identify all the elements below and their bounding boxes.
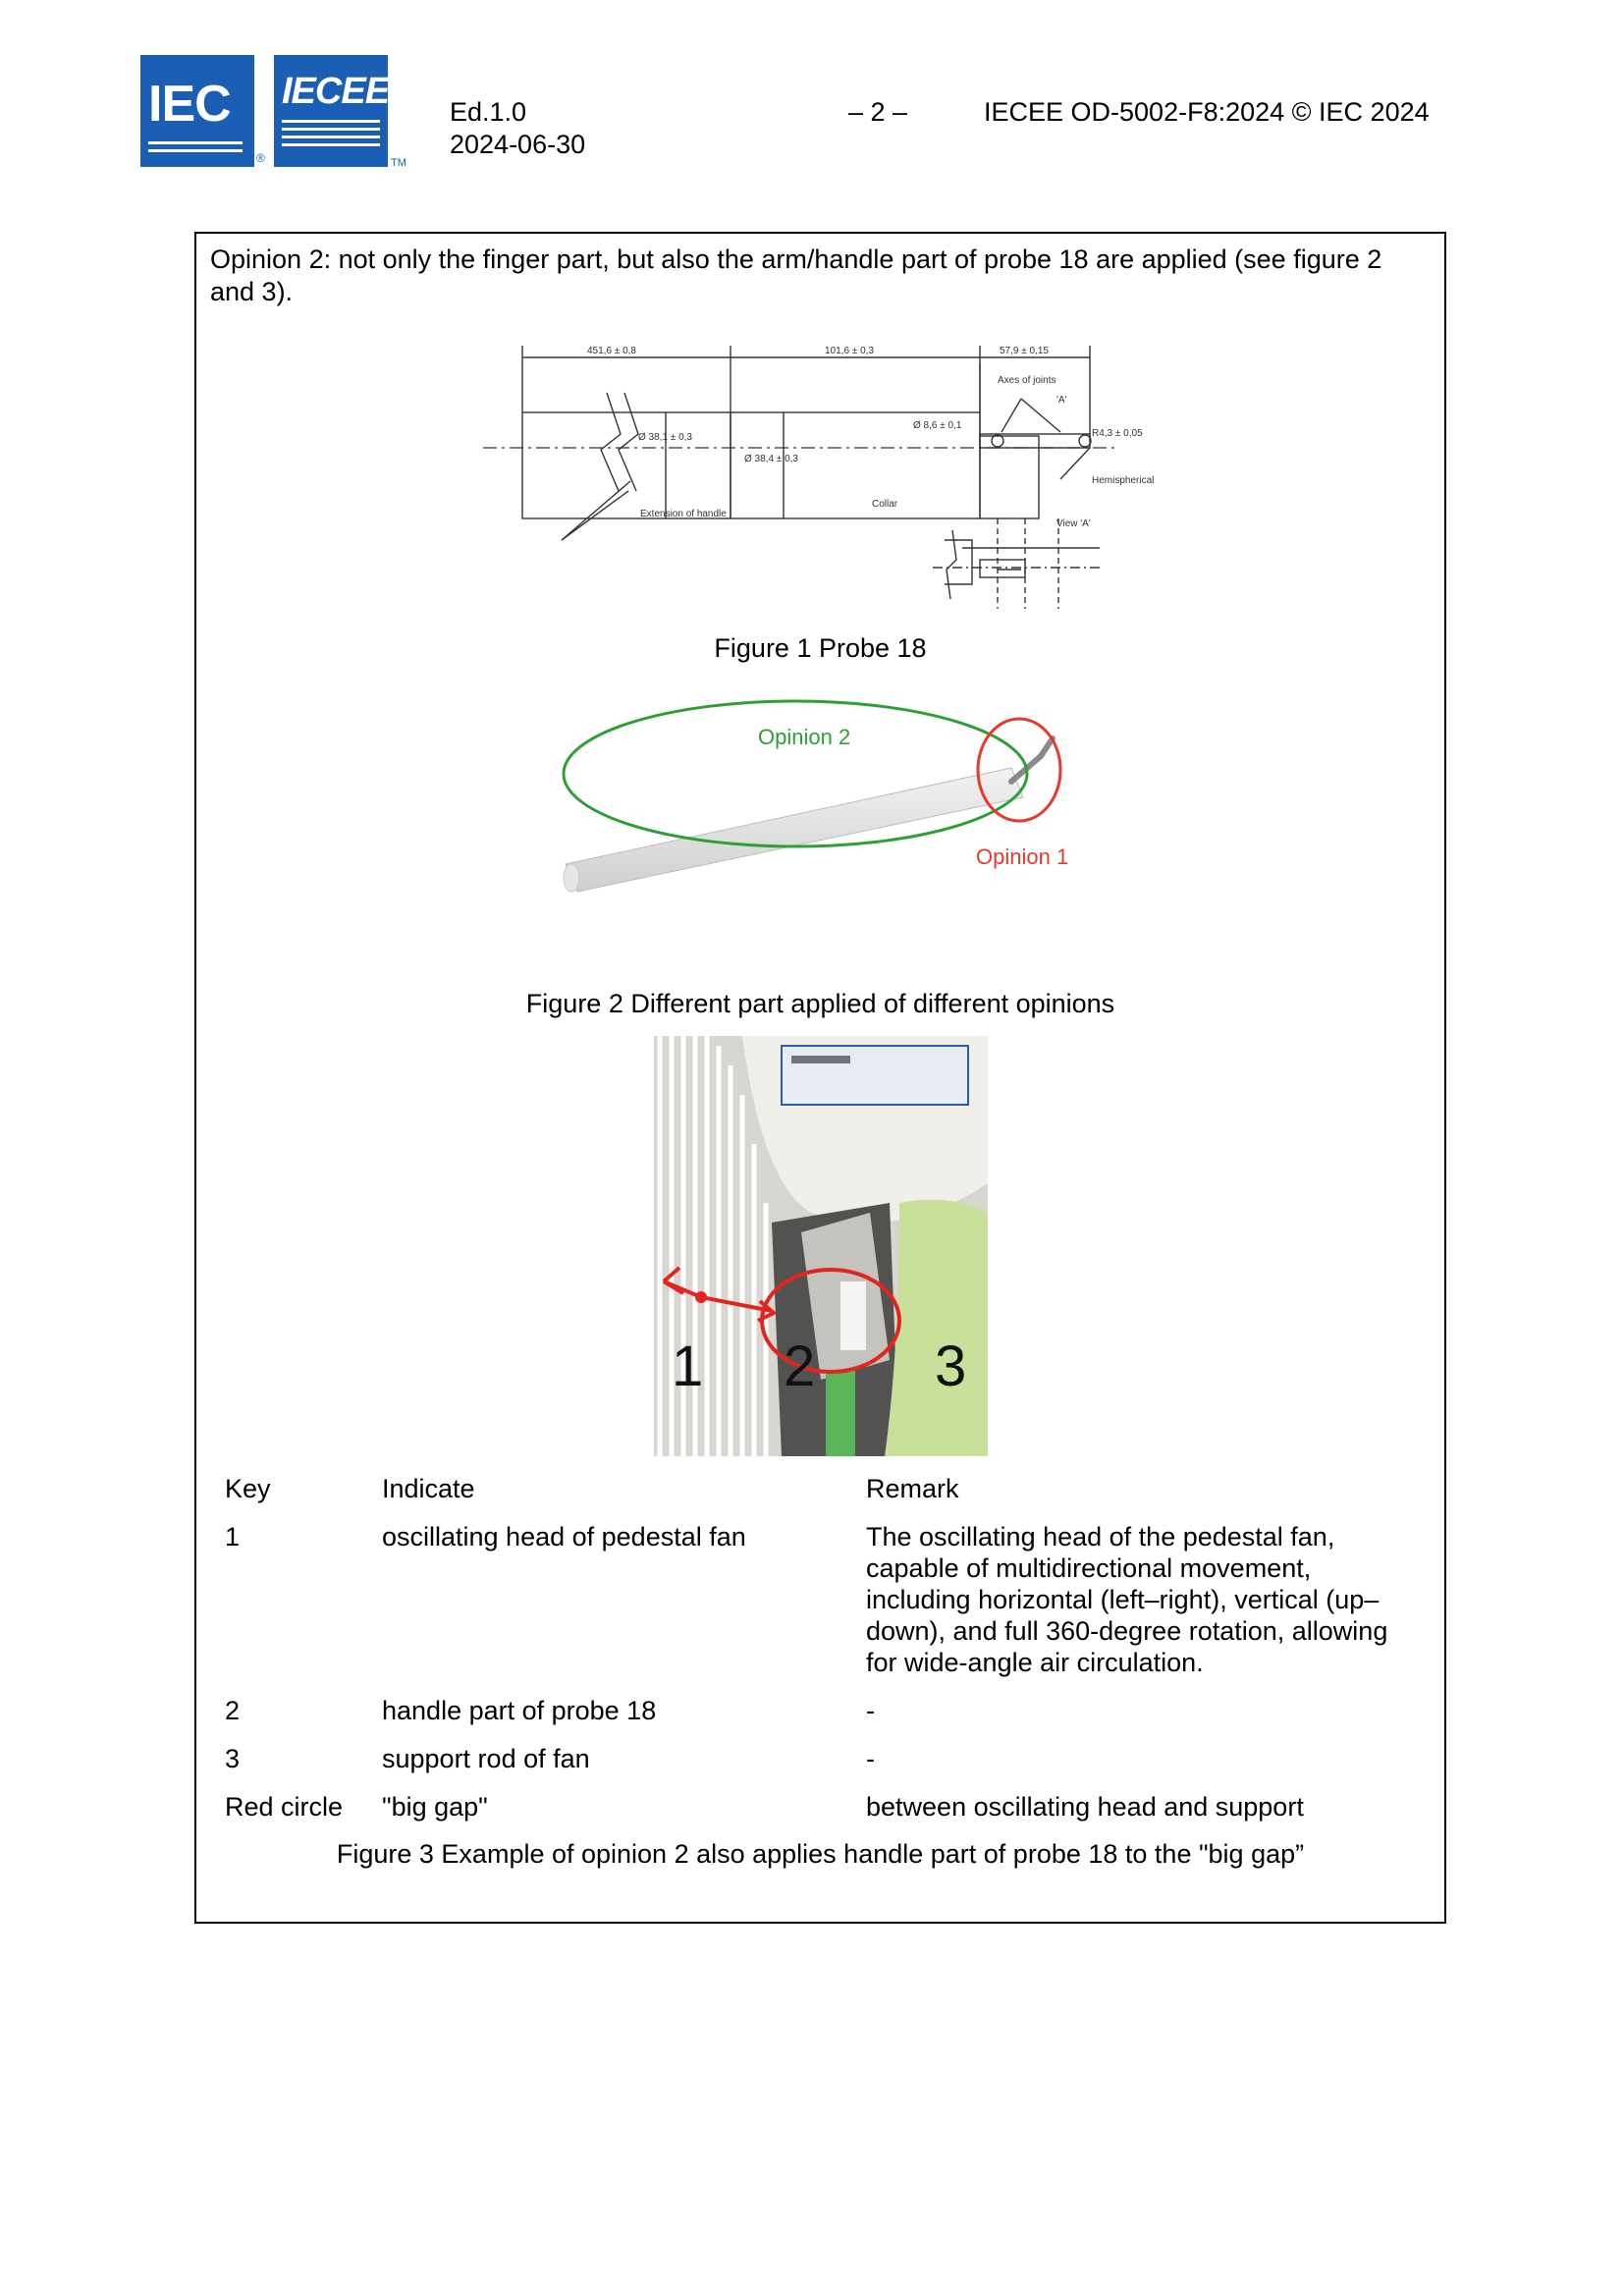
intro-line-1: Opinion 2: not only the finger part, but also the arm/handle part of probe 18 are applied (see figure 2 [210,245,1382,274]
table-row-2-key: 2 [225,1696,241,1725]
axes-label: Axes of joints [998,375,1056,386]
extension-label: Extension of handle [640,509,727,519]
intro-line-2: and 3). [210,277,294,306]
trademark-mark: TM [391,157,406,169]
table-header-indicate: Indicate [382,1474,475,1503]
table-row-4-remark: between oscillating head and support [866,1792,1304,1822]
figure-2-caption: Figure 2 Different part applied of different opinions [525,989,1115,1018]
dim-label: 451,6 ± 0,8 [587,346,636,356]
table-row-4-key: Red circle [225,1792,344,1822]
table-row-1-remark-line-5: for wide-angle air circulation. [866,1648,1204,1677]
document-reference: IECEE OD-5002-F8:2024 © IEC 2024 [984,97,1430,127]
table-row-3-key: 3 [225,1744,241,1773]
edition-date: 2024-06-30 [450,130,586,159]
table-row-2-remark: - [866,1696,875,1725]
table-header-remark: Remark [866,1474,959,1503]
table-row-1-remark-line-4: down), and full 360-degree rotation, allowing [866,1616,1388,1646]
edition: Ed.1.0 [450,97,527,127]
dim-label: 57,9 ± 0,15 [1000,346,1049,356]
table-row-1-indicate: oscillating head of pedestal fan [382,1522,746,1551]
table-row-3-remark: - [866,1744,875,1773]
figure-3-caption: Figure 3 Example of opinion 2 also applies handle part of probe 18 to the "big gap” [336,1839,1305,1869]
diameter-label: Ø 38,4 ± 0,3 [744,454,798,464]
iecee-logo: IECEE [274,55,388,167]
table-row-2-indicate: handle part of probe 18 [382,1696,657,1725]
opinion-2-label: Opinion 2 [758,725,851,749]
photo-label-2: 2 [784,1334,816,1398]
hemispherical-label: Hemispherical [1092,475,1155,486]
opinion-1-label: Opinion 1 [976,844,1069,869]
probe-18-drawing [471,334,1178,609]
figure-1-caption: Figure 1 Probe 18 [714,633,927,663]
photo-label-3: 3 [935,1334,967,1398]
opinion-diagram [550,687,1080,903]
table-row-4-indicate: "big gap" [382,1792,488,1822]
a-mark-label: 'A' [1056,395,1067,406]
table-row-1-remark-line-3: including horizontal (left–right), vertical (up– [866,1585,1380,1614]
photo-label-1: 1 [672,1334,704,1398]
table-row-3-indicate: support rod of fan [382,1744,590,1773]
diameter-label: Ø 38,1 ± 0,3 [638,432,692,443]
collar-label: Collar [872,499,898,510]
diameter-label: Ø 8,6 ± 0,1 [913,420,962,431]
page-number: – 2 – [848,97,908,127]
opinion-1-circle [978,719,1060,821]
radius-label: R4,3 ± 0,05 [1092,428,1143,439]
dim-label: 101,6 ± 0,3 [825,346,874,356]
registered-mark: ® [256,151,265,165]
table-row-1-key: 1 [225,1522,241,1551]
view-a-label: View 'A' [1056,518,1091,529]
fan-photo [654,1036,988,1456]
table-row-1-remark-line-2: capable of multidirectional movement, [866,1553,1312,1583]
table-row-1-remark-line-1: The oscillating head of the pedestal fan, [866,1522,1335,1551]
iec-logo: IEC [140,55,254,167]
table-header-key: Key [225,1474,271,1503]
